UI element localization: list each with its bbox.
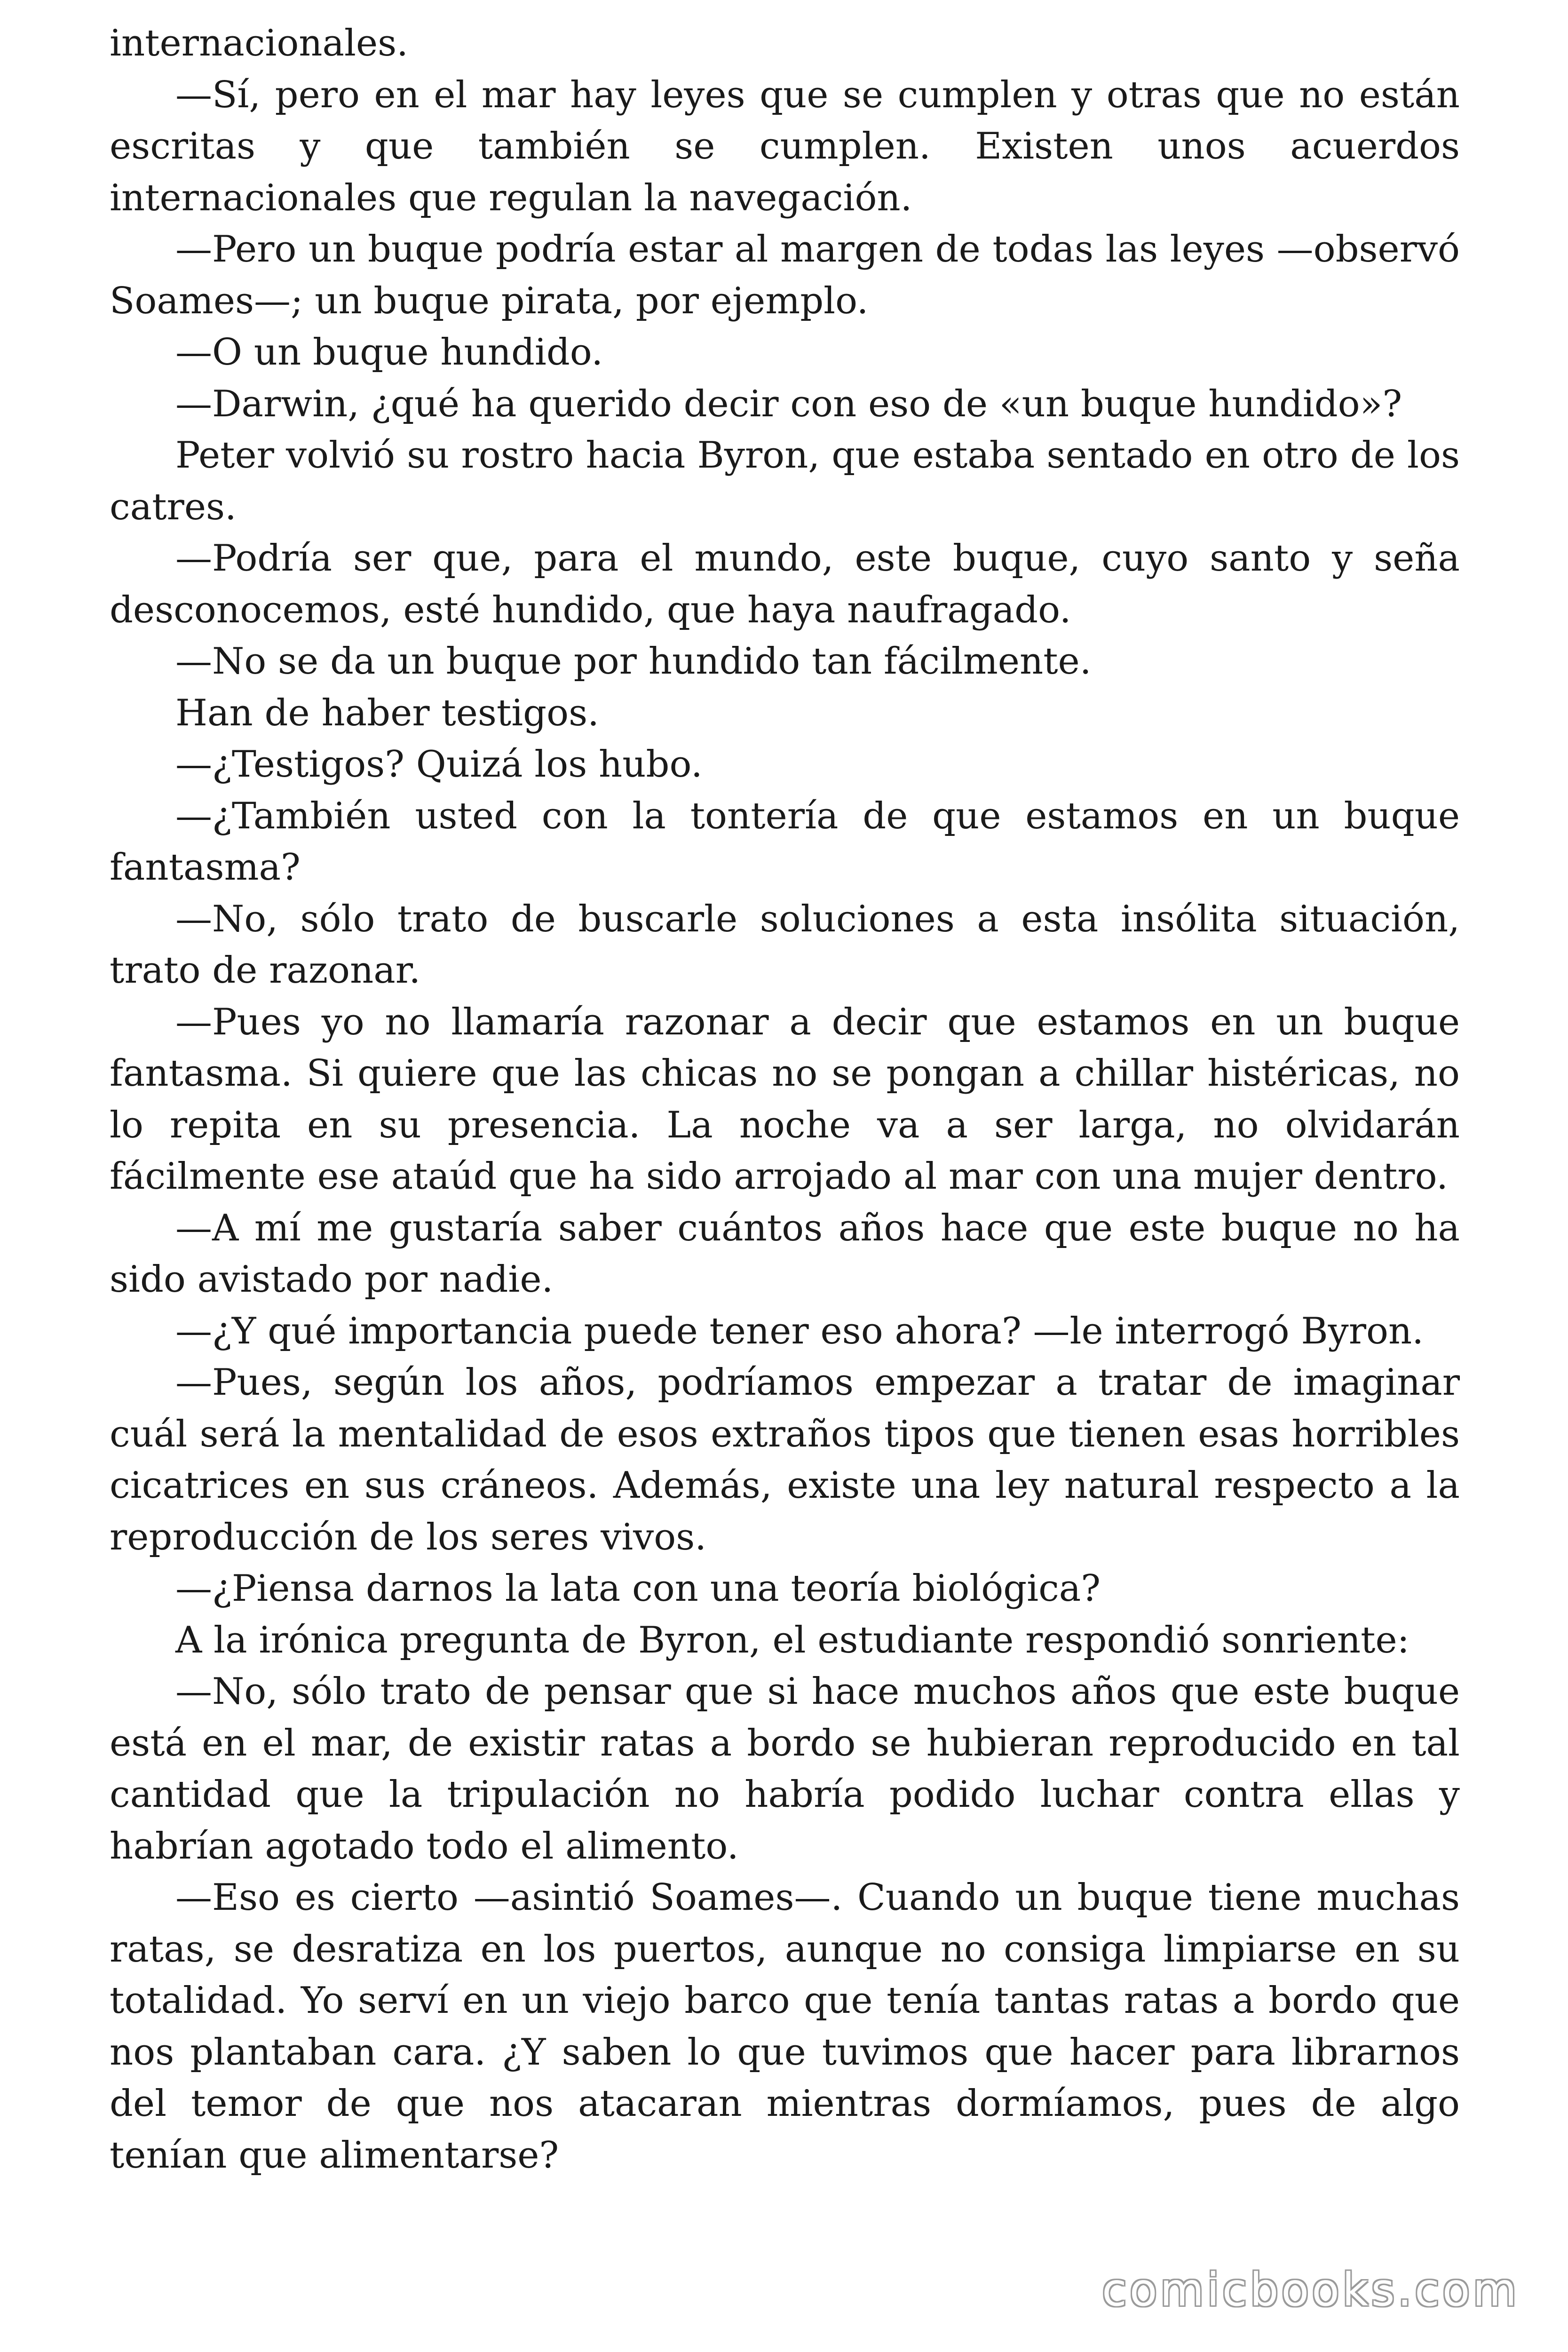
paragraph: —No, sólo trato de buscarle soluciones a esta insólita situación, trato de razonar. [110, 898, 1460, 992]
paragraph: —No se da un buque por hundido tan fácilmente. [175, 640, 1092, 683]
body-text [110, 18, 1460, 2181]
paragraph: Han de haber testigos. [175, 691, 599, 734]
paragraph: —A mí me gustaría saber cuántos años hace que este buque no ha sido avistado por nadie. [110, 1207, 1460, 1301]
paragraph: —¿Y qué importancia puede tener eso ahora? —le interrogó Byron. [175, 1310, 1424, 1352]
paragraph: —¿Piensa darnos la lata con una teoría biológica? [175, 1567, 1101, 1610]
paragraph: —Pero un buque podría estar al margen de todas las leyes —observó Soames—; un buque pirata, por ejemplo. [110, 228, 1460, 322]
paragraph: —Podría ser que, para el mundo, este buque, cuyo santo y seña desconocemos, esté hundido, que haya naufragado. [110, 537, 1460, 631]
paragraph: A la irónica pregunta de Byron, el estudiante respondió sonriente: [175, 1619, 1410, 1661]
paragraph: —¿Testigos? Quizá los hubo. [175, 743, 703, 786]
paragraph: —No, sólo trato de pensar que si hace muchos años que este buque está en el mar, de existir ratas a bordo se hubieran reproducido en tal cantidad que la tripulación no habría podido luchar contra ellas y habrían agotado todo el alimento. [110, 1670, 1460, 1867]
paragraph: Peter volvió su rostro hacia Byron, que estaba sentado en otro de los catres. [110, 434, 1460, 528]
paragraph: internacionales. [110, 22, 408, 64]
watermark-logo: comicbooks.com [1101, 2264, 1520, 2316]
paragraph: —Darwin, ¿qué ha querido decir con eso de «un buque hundido»? [175, 382, 1402, 425]
paragraph: —Sí, pero en el mar hay leyes que se cumplen y otras que no están escritas y que también se cumplen. Existen unos acuerdos internacionales que regulan la navegación. [110, 73, 1460, 219]
paragraph: —¿También usted con la tontería de que estamos en un buque fantasma? [110, 795, 1460, 889]
paragraph: —Pues, según los años, podríamos empezar a tratar de imaginar cuál será la mentalidad de esos extraños tipos que tienen esas horribles cicatrices en sus cráneos. Además, existe una ley natural respecto a la reproducción de los seres vivos. [110, 1361, 1460, 1558]
paragraph: —Pues yo no llamaría razonar a decir que estamos en un buque fantasma. Si quiere que las chicas no se pongan a chillar histéricas, no lo repita en su presencia. La noche va a ser larga, no olvidarán fácilmente ese ataúd que ha sido arrojado al mar con una mujer dentro. [110, 1001, 1460, 1198]
paragraph: —Eso es cierto —asintió Soames—. Cuando un buque tiene muchas ratas, se desratiza en los puertos, aunque no consiga limpiarse en su totalidad. Yo serví en un viejo barco que tenía tantas ratas a bordo que nos plantaban cara. ¿Y saben lo que tuvimos que hacer para librarnos del temor de que nos atacaran mientras dormíamos, pues de algo tenían que alimentarse? [110, 1876, 1460, 2177]
paragraph: —O un buque hundido. [175, 331, 603, 373]
